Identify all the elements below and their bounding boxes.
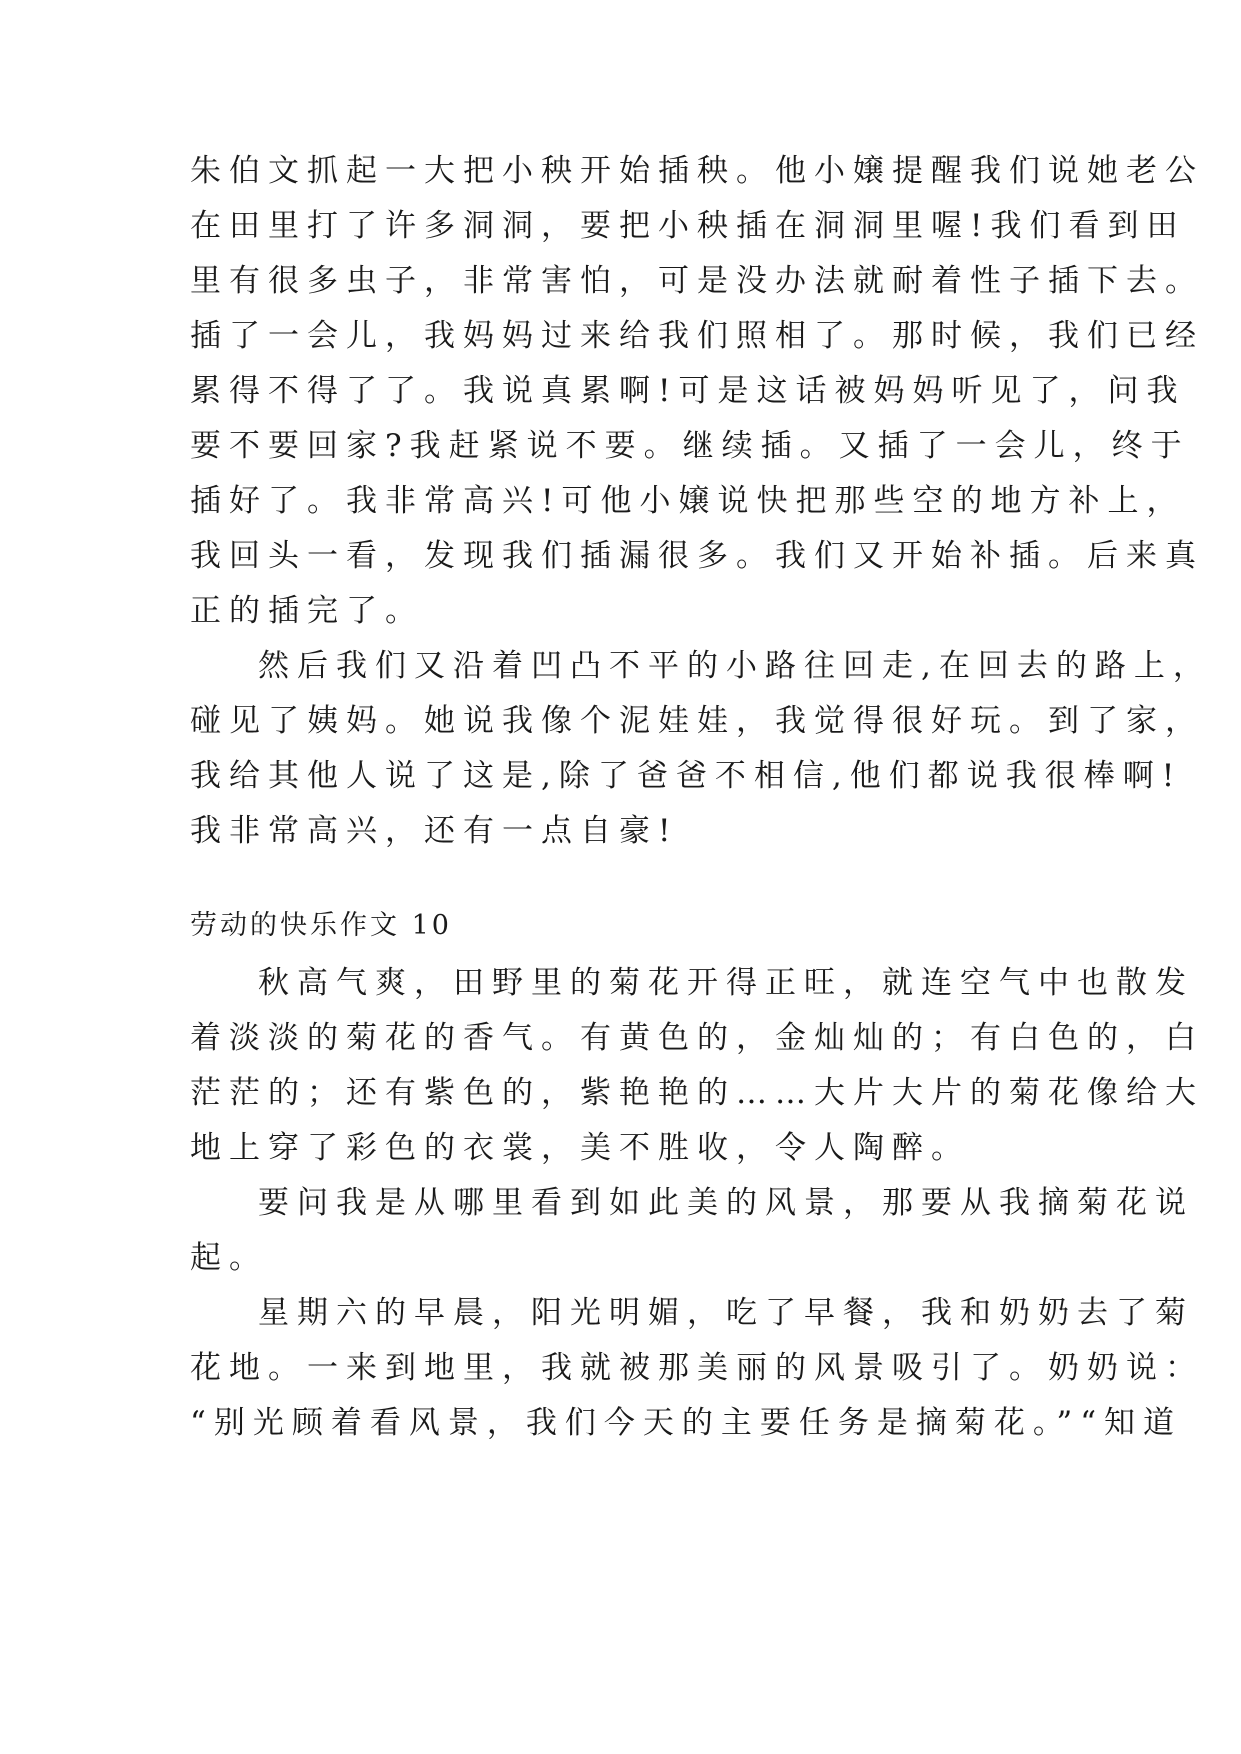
text-line: 我回头一看，发现我们插漏很多。我们又开始补插。后来真 — [190, 538, 1204, 574]
text-line: 碰见了姨妈。她说我像个泥娃娃，我觉得很好玩。到了家， — [190, 703, 1204, 739]
text-line: 我非常高兴，还有一点自豪! — [190, 813, 679, 849]
text-line: 要不要回家?我赶紧说不要。继续插。又插了一会儿，终于 — [190, 428, 1190, 464]
text-line: 茫茫的；还有紫色的，紫艳艳的……大片大片的菊花像给大 — [190, 1075, 1204, 1111]
text-line: 插了一会儿，我妈妈过来给我们照相了。那时候，我们已经 — [190, 318, 1204, 354]
text-line: 在田里打了许多洞洞，要把小秧插在洞洞里喔!我们看到田 — [190, 208, 1186, 244]
text-line: 我给其他人说了这是,除了爸爸不相信,他们都说我很棒啊! — [190, 758, 1183, 794]
text-line: 朱伯文抓起一大把小秧开始插秧。他小嬢提醒我们说她老公 — [190, 153, 1204, 189]
text-line: 星期六的早晨，阳光明媚，吃了早餐，我和奶奶去了菊 — [258, 1295, 1194, 1331]
text-line: 要问我是从哪里看到如此美的风景，那要从我摘菊花说 — [258, 1185, 1194, 1221]
text-line: 累得不得了了。我说真累啊!可是这话被妈妈听见了，问我 — [190, 373, 1186, 409]
text-line: 然后我们又沿着凹凸不平的小路往回走,在回去的路上， — [258, 648, 1212, 684]
text-line: 地上穿了彩色的衣裳，美不胜收，令人陶醉。 — [190, 1130, 970, 1166]
text-line: 秋高气爽，田野里的菊花开得正旺，就连空气中也散发 — [258, 965, 1194, 1001]
text-line: 正的插完了。 — [190, 593, 424, 629]
section-title: 劳动的快乐作文 10 — [190, 910, 452, 941]
text-line: 花地。一来到地里，我就被那美丽的风景吸引了。奶奶说： — [190, 1350, 1204, 1386]
text-line: 起。 — [190, 1240, 268, 1276]
text-line: 着淡淡的菊花的香气。有黄色的，金灿灿的；有白色的，白 — [190, 1020, 1204, 1056]
text-line: 里有很多虫子，非常害怕，可是没办法就耐着性子插下去。 — [190, 263, 1204, 299]
text-line: 插好了。我非常高兴!可他小嬢说快把那些空的地方补上， — [190, 483, 1186, 519]
text-line: “别光顾着看风景，我们今天的主要任务是摘菊花。”“知道 — [190, 1405, 1183, 1441]
document-page — [190, 0, 1212, 1754]
